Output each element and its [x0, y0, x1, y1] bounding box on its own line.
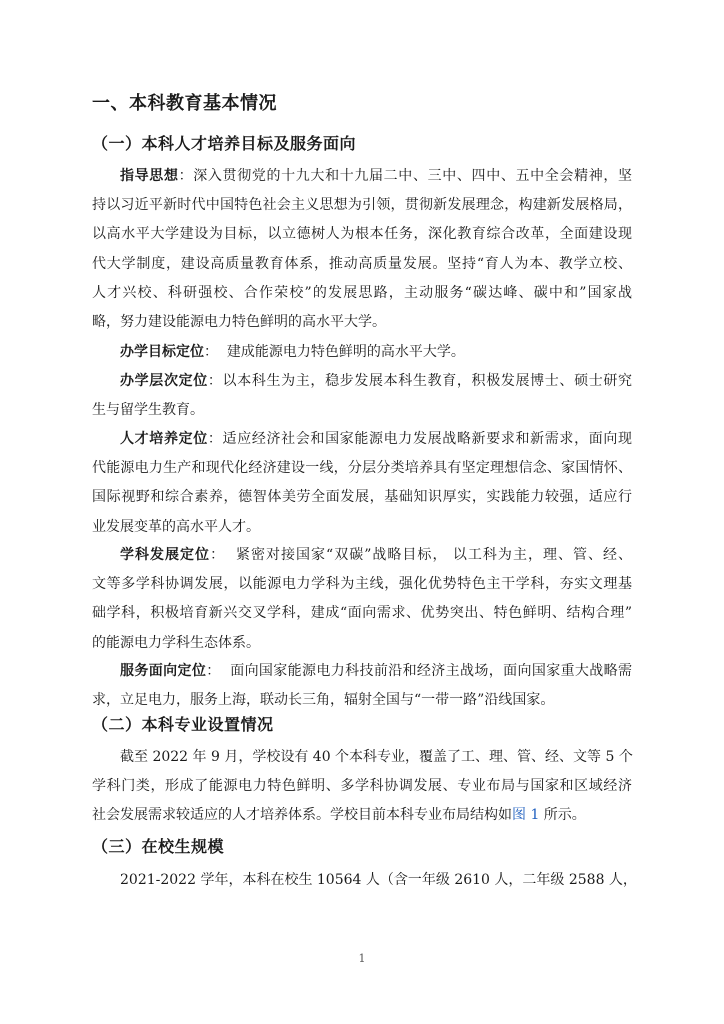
paragraph-school-goal	[92, 338, 632, 367]
text-line: 略，努力建设能源电力特色鲜明的高水平大学。	[92, 313, 386, 330]
paragraph-majors	[92, 743, 632, 831]
text-line: 人才兴校、科研强校、合作荣校”的发展思路，主动服务“碳达峰、碳中和”国家战	[92, 284, 632, 301]
text-line: 生与留学生教育。	[92, 402, 204, 419]
paragraph-talent-training	[92, 425, 632, 542]
label-level: 办学层次定位	[120, 373, 208, 389]
text-line: 业发展变革的高水平人才。	[92, 518, 260, 535]
text-segment: 面向国家能源电力科技前沿和经济主战场，面向国家重大战略需	[230, 663, 633, 679]
text-line: 础学科，积极培育新兴交叉学科，建成“面向需求、优势突出、特色鲜明、结构合理”	[92, 605, 632, 622]
text-line: 国际视野和综合素养，德智体美劳全面发展，基础知识厚实，实践能力较强，适应行	[92, 489, 632, 506]
text-line	[92, 162, 632, 191]
text-line: 以高水平大学建设为目标，以立德树人为根本任务，深化教育综合改革，全面建设现	[92, 226, 632, 243]
paragraph-discipline	[92, 541, 632, 658]
label-separator: ：	[178, 168, 194, 184]
text-segment: 紧密对接国家“双碳”战略目标， 以工科为主，理、管、经、	[236, 547, 633, 563]
paragraph-service	[92, 657, 632, 715]
label-discipline: 学科发展定位	[120, 547, 211, 563]
text-line	[92, 338, 632, 367]
label-goal: 办学目标定位	[120, 344, 204, 360]
figure-1-link[interactable]: 图 1	[512, 807, 540, 824]
label-service: 服务面向定位	[120, 663, 207, 679]
text-line	[92, 541, 632, 570]
text-segment: 建成能源电力特色鲜明的高水平大学。	[226, 344, 465, 360]
heading-enrollment: （三）在校生规模	[92, 837, 225, 856]
text-line: 文等多学科协调发展，以能源电力学科为主线，强化优势特色主干学科，夯实文理基	[92, 576, 632, 593]
text-line: 2021-2022 学年，本科在校生 10564 人（含一年级 2610 人，二年级 2588 人，	[120, 872, 637, 888]
label-separator: ：	[206, 663, 221, 679]
text-line	[92, 367, 632, 396]
text-segment: 社会发展需求较适应的人才培养体系。学校目前本科专业布局结构如	[92, 807, 512, 824]
label-separator: ：	[207, 431, 223, 447]
label-separator: ：	[204, 344, 218, 360]
label-separator: ：	[207, 373, 223, 389]
text-line: 学科门类，形成了能源电力特色鲜明、多学科协调发展、专业布局与国家和区域经济	[92, 778, 632, 795]
text-line: 代大学制度，建设高质量教育体系，推动高质量发展。坚持“育人为本、教学立校、	[92, 255, 632, 272]
text-segment: 深入贯彻党的十九大和十九届二中、三中、四中、五中全会精神，坚	[193, 168, 633, 184]
text-segment: 适应经济社会和国家能源电力发展战略新要求和新需求，面向现	[222, 431, 633, 447]
text-segment: 所示。	[539, 807, 586, 824]
text-line: 求，立足电力，服务上海，联动长三角，辐射全国与“一带一路”沿线国家。	[92, 692, 555, 709]
label-guiding: 指导思想	[120, 168, 179, 184]
heading-basic-info: 一、本科教育基本情况	[92, 93, 277, 114]
text-line	[92, 801, 632, 830]
page-number: 1	[358, 952, 366, 965]
heading-majors: （二）本科专业设置情况	[92, 715, 274, 734]
label-separator: ：	[210, 547, 226, 563]
paragraph-school-level	[92, 367, 632, 425]
text-line: 持以习近平新时代中国特色社会主义思想为引领，贯彻新发展理念，构建新发展格局，	[92, 197, 632, 214]
heading-training-goals: （一）本科人才培养目标及服务面向	[92, 134, 357, 153]
paragraph-enrollment	[92, 866, 637, 895]
paragraph-guiding-ideology	[92, 162, 632, 337]
text-line	[92, 657, 632, 686]
text-line	[92, 425, 632, 454]
text-line: 截至 2022 年 9 月，学校设有 40 个本科专业，覆盖了工、理、管、经、文等 5 个	[120, 749, 633, 765]
text-line: 的能源电力学科生态体系。	[92, 634, 260, 651]
text-segment: 以本科生为主，稳步发展本科生教育，积极发展博士、硕士研究	[222, 373, 633, 389]
text-line: 代能源电力生产和现代化经济建设一线，分层分类培养具有坚定理想信念、家国情怀、	[92, 460, 632, 477]
label-talent: 人才培养定位	[120, 431, 208, 447]
